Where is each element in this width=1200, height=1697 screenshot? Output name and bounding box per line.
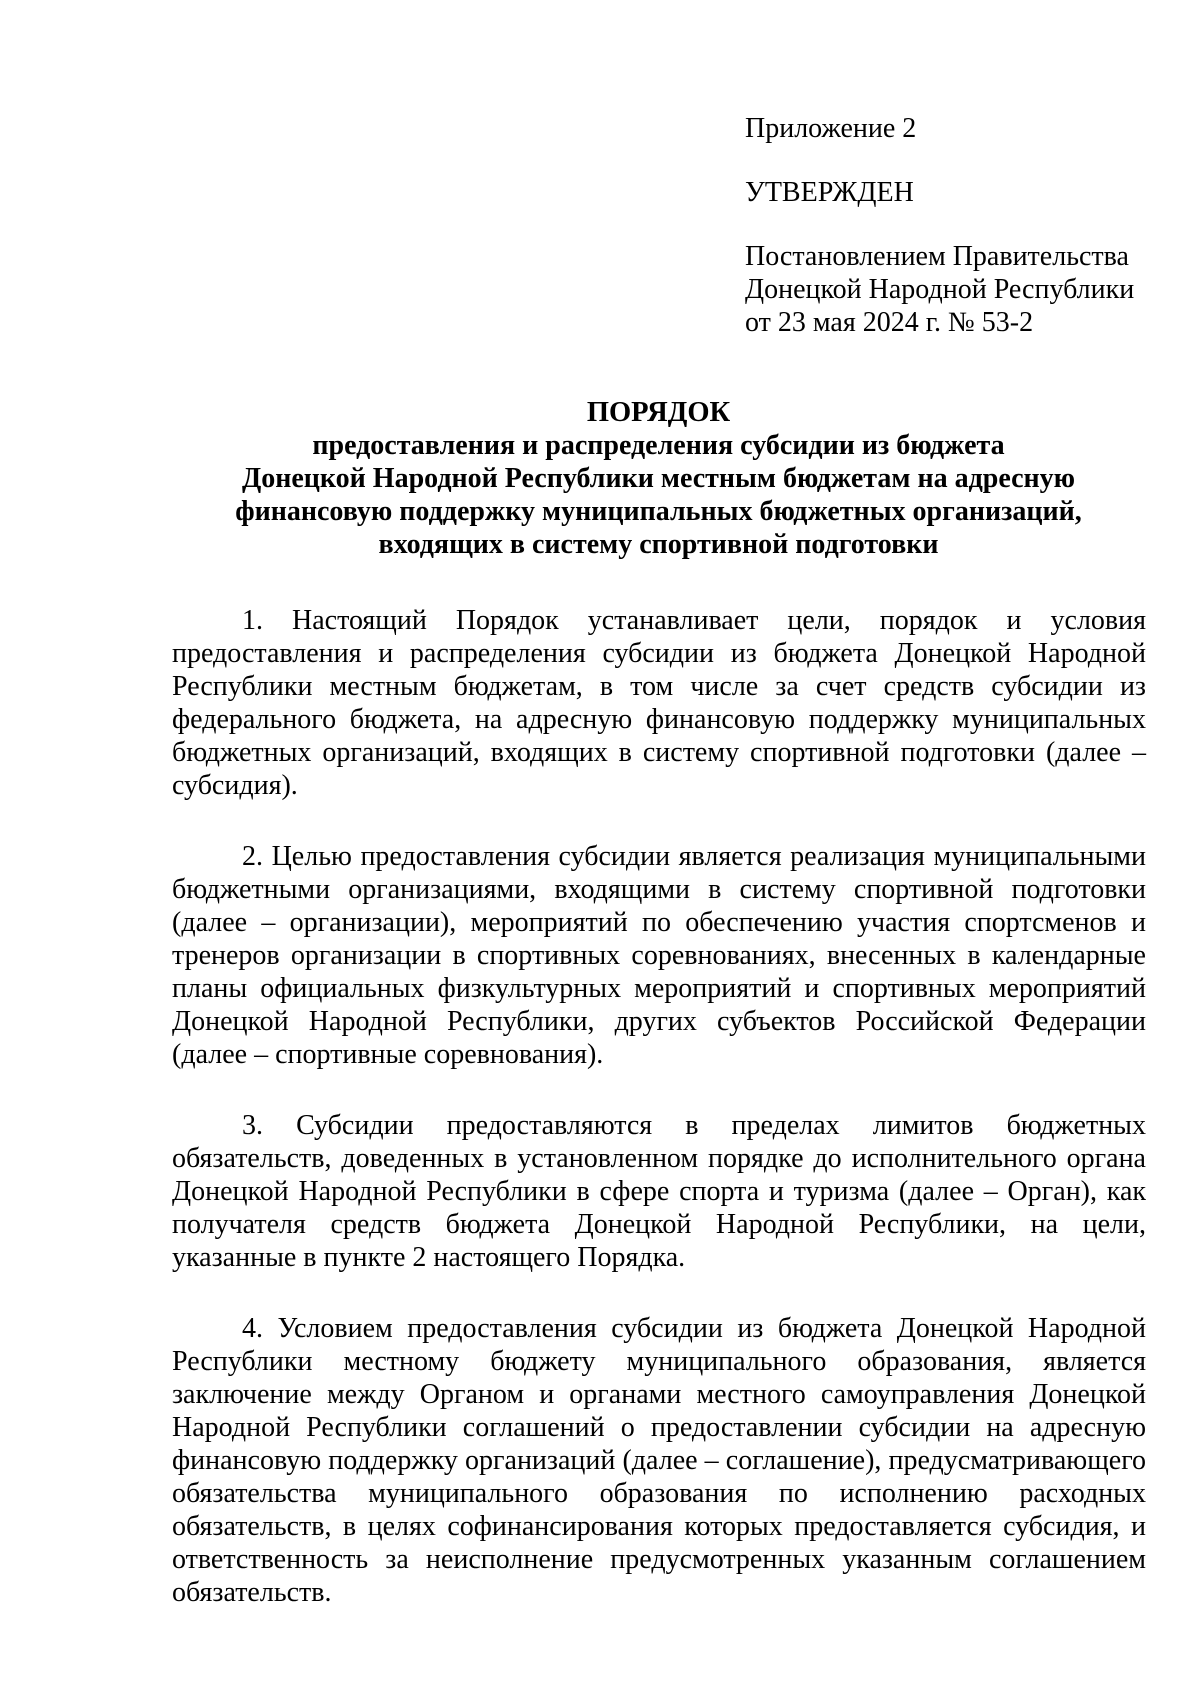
decree-line-2: Донецкой Народной Республики: [745, 274, 1135, 305]
paragraph-1: 1. Настоящий Порядок устанавливает цели, порядок и условия предоставления и распределения субсидии из бюджета Донецкой Народной Республики местным бюджетам, в том числе за счет средств субсидии из федерального бюджета, на адресную финансовую поддержку муниципальных бюджетных организаций, входящих в систему спортивной подготовки (далее – субсидия).: [172, 605, 1146, 801]
decree-line-3: от 23 мая 2024 г. № 53-2: [745, 307, 1034, 338]
decree-line-1: Постановлением Правительства: [745, 241, 1129, 272]
title-heading: ПОРЯДОК: [586, 397, 731, 428]
document-title: [170, 396, 1147, 561]
title-line-4: входящих в систему спортивной подготовки: [378, 529, 939, 560]
approved-label: УТВЕРЖДЕН: [745, 177, 914, 208]
title-line-1: предоставления и распределения субсидии из бюджета: [312, 430, 1005, 461]
paragraph-3: 3. Субсидии предоставляются в пределах лимитов бюджетных обязательств, доведенных в установленном порядке до исполнительного органа Донецкой Народной Республики в сфере спорта и туризма (далее – Орган), как получателя средств бюджета Донецкой Народной Республики, на цели, указанные в пункте 2 настоящего Порядка.: [172, 1110, 1146, 1273]
document-body: [172, 604, 1146, 1647]
appendix-label: Приложение 2: [745, 113, 917, 144]
approval-stamp-block: [745, 112, 1165, 339]
title-line-2: Донецкой Народной Республики местным бюджетам на адресную: [241, 463, 1076, 494]
title-line-3: финансовую поддержку муниципальных бюджетных организаций,: [235, 496, 1082, 527]
paragraph-2: 2. Целью предоставления субсидии является реализация муниципальными бюджетными организациями, входящими в систему спортивной подготовки (далее – организации), мероприятий по обеспечению участия спортсменов и тренеров организации в спортивных соревнованиях, внесенных в календарные планы официальных физкультурных мероприятий и спортивных мероприятий Донецкой Народной Республики, других субъектов Российской Федерации (далее – спортивные соревнования).: [172, 841, 1146, 1070]
paragraph-4: 4. Условием предоставления субсидии из бюджета Донецкой Народной Республики местному бюджету муниципального образования, является заключение между Органом и органами местного самоуправления Донецкой Народной Республики соглашений о предоставлении субсидии на адресную финансовую поддержку организаций (далее – соглашение), предусматривающего обязательства муниципального образования по исполнению расходных обязательств, в целях софинансирования которых предоставляется субсидия, и ответственность за неисполнение предусмотренных указанным соглашением обязательств.: [172, 1313, 1146, 1608]
